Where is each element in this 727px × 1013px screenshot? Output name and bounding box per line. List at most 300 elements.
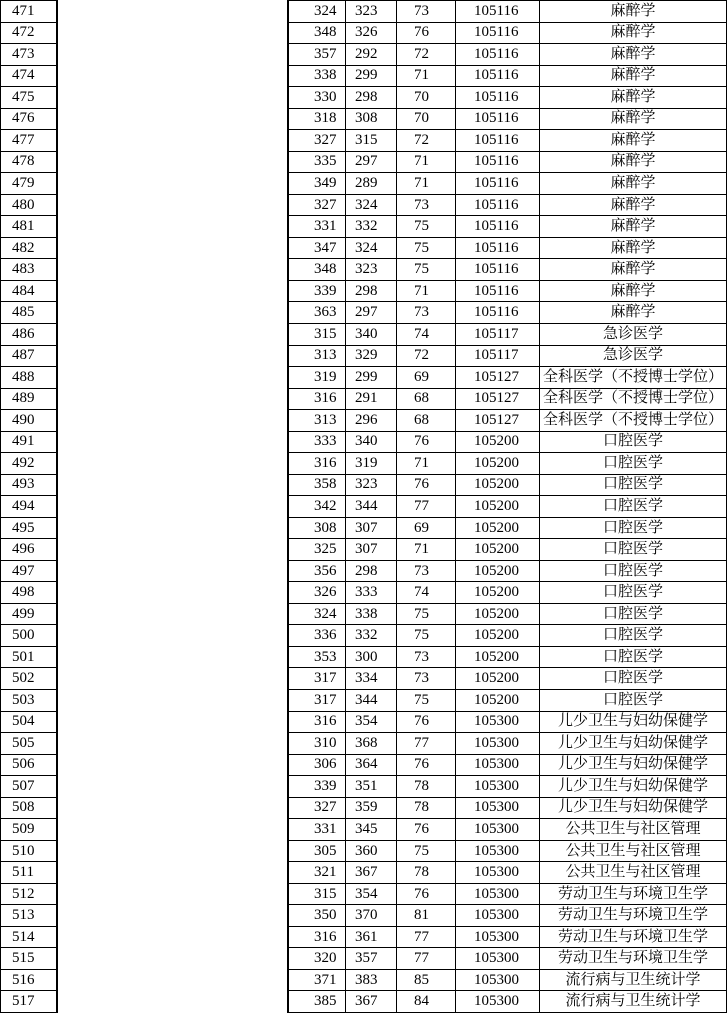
table-row [289, 432, 727, 454]
table-row [289, 539, 727, 561]
code-cell: 105116 [456, 87, 540, 108]
table-row [289, 367, 727, 389]
code-cell: 105116 [456, 130, 540, 151]
score-cell-first: 321 [289, 862, 346, 883]
row-number-cell: 515 [12, 950, 35, 967]
major-cell: 口腔医学 [540, 604, 727, 625]
major-cell: 口腔医学 [540, 647, 727, 668]
table-row [289, 948, 727, 970]
score-cell-first: 324 [289, 1, 346, 22]
score-cell-second: 367 [346, 991, 397, 1012]
major-cell: 麻醉学 [540, 259, 727, 280]
score-cell-third: 72 [397, 130, 456, 151]
row-number-cell: 489 [12, 390, 35, 407]
score-cell-second: 323 [346, 475, 397, 496]
table-row [289, 238, 727, 260]
row-number-row [1, 432, 56, 454]
score-cell-first: 327 [289, 195, 346, 216]
score-cell-first: 356 [289, 561, 346, 582]
code-cell: 105200 [456, 625, 540, 646]
row-number-cell: 480 [12, 196, 35, 213]
row-number-row [1, 733, 56, 755]
score-cell-third: 72 [397, 346, 456, 367]
score-cell-first: 305 [289, 841, 346, 862]
major-cell: 麻醉学 [540, 281, 727, 302]
code-cell: 105200 [456, 582, 540, 603]
score-cell-second: 340 [346, 324, 397, 345]
row-number-row [1, 518, 56, 540]
table-row [289, 841, 727, 863]
score-cell-first: 339 [289, 776, 346, 797]
score-cell-first: 317 [289, 668, 346, 689]
score-cell-second: 332 [346, 625, 397, 646]
score-cell-third: 77 [397, 948, 456, 969]
row-number-row [1, 281, 56, 303]
code-cell: 105116 [456, 109, 540, 130]
row-number-cell: 494 [12, 497, 35, 514]
major-cell: 儿少卫生与妇幼保健学 [540, 733, 727, 754]
score-cell-third: 69 [397, 367, 456, 388]
table-row [289, 604, 727, 626]
row-number-row [1, 410, 56, 432]
score-cell-first: 325 [289, 539, 346, 560]
row-number-cell: 509 [12, 820, 35, 837]
major-cell: 口腔医学 [540, 561, 727, 582]
score-cell-second: 340 [346, 432, 397, 453]
score-cell-second: 315 [346, 130, 397, 151]
row-number-cell: 516 [12, 971, 35, 988]
row-number-cell: 498 [12, 584, 35, 601]
score-cell-second: 297 [346, 302, 397, 323]
table-row [289, 281, 727, 303]
row-number-cell: 475 [12, 88, 35, 105]
major-cell: 麻醉学 [540, 195, 727, 216]
score-cell-third: 81 [397, 905, 456, 926]
score-cell-first: 315 [289, 884, 346, 905]
code-cell: 105300 [456, 927, 540, 948]
row-number-cell: 479 [12, 175, 35, 192]
table-row [289, 453, 727, 475]
row-number-row [1, 905, 56, 927]
code-cell: 105200 [456, 561, 540, 582]
table-row [289, 1, 727, 23]
score-cell-first: 318 [289, 109, 346, 130]
score-cell-second: 299 [346, 66, 397, 87]
score-cell-third: 70 [397, 109, 456, 130]
row-number-row [1, 625, 56, 647]
major-cell: 麻醉学 [540, 1, 727, 22]
major-cell: 口腔医学 [540, 496, 727, 517]
score-cell-first: 320 [289, 948, 346, 969]
major-cell: 麻醉学 [540, 152, 727, 173]
row-number-row [1, 647, 56, 669]
major-cell: 公共卫生与社区管理 [540, 841, 727, 862]
score-cell-first: 347 [289, 238, 346, 259]
code-cell: 105116 [456, 238, 540, 259]
major-cell: 儿少卫生与妇幼保健学 [540, 798, 727, 819]
score-cell-third: 71 [397, 152, 456, 173]
row-number-row [1, 561, 56, 583]
score-cell-third: 75 [397, 238, 456, 259]
score-cell-first: 353 [289, 647, 346, 668]
row-number-cell: 490 [12, 411, 35, 428]
table-row [289, 905, 727, 927]
major-cell: 劳动卫生与环境卫生学 [540, 905, 727, 926]
score-cell-first: 308 [289, 518, 346, 539]
row-number-row [1, 389, 56, 411]
table-row [289, 389, 727, 411]
score-cell-second: 359 [346, 798, 397, 819]
row-number-cell: 503 [12, 691, 35, 708]
score-cell-third: 68 [397, 410, 456, 431]
major-cell: 麻醉学 [540, 130, 727, 151]
score-cell-second: 368 [346, 733, 397, 754]
score-cell-third: 76 [397, 884, 456, 905]
major-cell: 麻醉学 [540, 109, 727, 130]
row-number-row [1, 259, 56, 281]
table-row [289, 561, 727, 583]
major-cell: 流行病与卫生统计学 [540, 970, 727, 991]
row-number-cell: 511 [12, 864, 34, 881]
major-cell: 麻醉学 [540, 216, 727, 237]
score-cell-third: 74 [397, 324, 456, 345]
score-cell-second: 323 [346, 259, 397, 280]
score-cell-third: 84 [397, 991, 456, 1012]
major-cell: 口腔医学 [540, 432, 727, 453]
score-cell-third: 71 [397, 453, 456, 474]
score-cell-third: 71 [397, 66, 456, 87]
code-cell: 105300 [456, 991, 540, 1012]
score-cell-third: 77 [397, 927, 456, 948]
row-number-row [1, 604, 56, 626]
major-cell: 麻醉学 [540, 238, 727, 259]
code-cell: 105300 [456, 884, 540, 905]
row-number-cell: 501 [12, 648, 35, 665]
score-cell-third: 78 [397, 798, 456, 819]
row-number-row [1, 884, 56, 906]
score-cell-second: 324 [346, 238, 397, 259]
score-cell-second: 297 [346, 152, 397, 173]
row-number-cell: 474 [12, 67, 35, 84]
table-row [289, 23, 727, 45]
row-number-row [1, 216, 56, 238]
score-cell-third: 76 [397, 712, 456, 733]
major-cell: 全科医学（不授博士学位） [540, 389, 727, 410]
score-cell-first: 348 [289, 23, 346, 44]
row-number-cell: 507 [12, 777, 35, 794]
code-cell: 105116 [456, 195, 540, 216]
code-cell: 105116 [456, 173, 540, 194]
major-cell: 麻醉学 [540, 302, 727, 323]
major-cell: 流行病与卫生统计学 [540, 991, 727, 1012]
score-cell-first: 336 [289, 625, 346, 646]
major-cell: 口腔医学 [540, 518, 727, 539]
major-cell: 麻醉学 [540, 173, 727, 194]
code-cell: 105117 [456, 346, 540, 367]
table-row [289, 625, 727, 647]
table-row [289, 173, 727, 195]
score-cell-third: 74 [397, 582, 456, 603]
table-row [289, 518, 727, 540]
score-cell-first: 313 [289, 346, 346, 367]
score-cell-third: 75 [397, 216, 456, 237]
score-table [287, 0, 727, 1013]
score-cell-third: 72 [397, 44, 456, 65]
table-row [289, 712, 727, 734]
score-cell-second: 360 [346, 841, 397, 862]
score-cell-third: 78 [397, 862, 456, 883]
major-cell: 劳动卫生与环境卫生学 [540, 927, 727, 948]
table-row [289, 755, 727, 777]
score-cell-second: 292 [346, 44, 397, 65]
score-cell-third: 69 [397, 518, 456, 539]
score-cell-third: 75 [397, 604, 456, 625]
score-cell-second: 354 [346, 884, 397, 905]
score-cell-first: 319 [289, 367, 346, 388]
table-row [289, 862, 727, 884]
row-number-row [1, 776, 56, 798]
row-number-cell: 488 [12, 368, 35, 385]
row-number-cell: 512 [12, 885, 35, 902]
row-number-cell: 476 [12, 110, 35, 127]
table-row [289, 970, 727, 992]
row-number-row [1, 970, 56, 992]
score-cell-second: 344 [346, 496, 397, 517]
score-cell-third: 71 [397, 173, 456, 194]
score-cell-first: 326 [289, 582, 346, 603]
major-cell: 麻醉学 [540, 44, 727, 65]
table-row [289, 302, 727, 324]
row-number-row [1, 130, 56, 152]
score-cell-second: 361 [346, 927, 397, 948]
row-number-cell: 513 [12, 907, 35, 924]
row-number-row [1, 324, 56, 346]
major-cell: 麻醉学 [540, 87, 727, 108]
code-cell: 105200 [456, 647, 540, 668]
table-row [289, 130, 727, 152]
score-cell-third: 75 [397, 259, 456, 280]
row-number-row [1, 367, 56, 389]
score-cell-first: 316 [289, 712, 346, 733]
row-number-cell: 486 [12, 325, 35, 342]
row-number-row [1, 862, 56, 884]
score-cell-third: 77 [397, 733, 456, 754]
score-cell-first: 327 [289, 798, 346, 819]
row-number-row [1, 152, 56, 174]
row-number-cell: 495 [12, 519, 35, 536]
table-row [289, 87, 727, 109]
row-number-row [1, 173, 56, 195]
score-cell-second: 345 [346, 819, 397, 840]
score-cell-first: 350 [289, 905, 346, 926]
score-cell-first: 331 [289, 216, 346, 237]
code-cell: 105117 [456, 324, 540, 345]
table-row [289, 582, 727, 604]
row-number-cell: 478 [12, 153, 35, 170]
score-cell-third: 77 [397, 496, 456, 517]
row-number-row [1, 66, 56, 88]
score-cell-third: 76 [397, 23, 456, 44]
score-cell-third: 78 [397, 776, 456, 797]
score-cell-second: 289 [346, 173, 397, 194]
row-number-row [1, 475, 56, 497]
score-cell-third: 73 [397, 1, 456, 22]
score-cell-third: 76 [397, 819, 456, 840]
row-number-cell: 505 [12, 734, 35, 751]
table-row [289, 798, 727, 820]
row-number-cell: 496 [12, 541, 35, 558]
row-number-cell: 483 [12, 261, 35, 278]
score-cell-first: 330 [289, 87, 346, 108]
row-number-cell: 481 [12, 218, 35, 235]
table-row [289, 776, 727, 798]
code-cell: 105200 [456, 604, 540, 625]
score-cell-second: 338 [346, 604, 397, 625]
score-cell-second: 299 [346, 367, 397, 388]
major-cell: 口腔医学 [540, 475, 727, 496]
row-number-cell: 499 [12, 605, 35, 622]
row-number-column [0, 0, 58, 1013]
score-cell-second: 324 [346, 195, 397, 216]
major-cell: 儿少卫生与妇幼保健学 [540, 755, 727, 776]
score-cell-second: 351 [346, 776, 397, 797]
score-cell-first: 358 [289, 475, 346, 496]
table-row [289, 66, 727, 88]
score-cell-second: 307 [346, 518, 397, 539]
code-cell: 105116 [456, 281, 540, 302]
score-cell-first: 348 [289, 259, 346, 280]
code-cell: 105200 [456, 475, 540, 496]
row-number-row [1, 87, 56, 109]
code-cell: 105116 [456, 259, 540, 280]
score-cell-third: 73 [397, 647, 456, 668]
row-number-cell: 500 [12, 627, 35, 644]
score-cell-second: 298 [346, 561, 397, 582]
score-cell-first: 316 [289, 453, 346, 474]
code-cell: 105300 [456, 970, 540, 991]
score-cell-third: 73 [397, 561, 456, 582]
major-cell: 全科医学（不授博士学位） [540, 367, 727, 388]
code-cell: 105300 [456, 862, 540, 883]
score-cell-first: 310 [289, 733, 346, 754]
row-number-row [1, 991, 56, 1013]
code-cell: 105116 [456, 302, 540, 323]
row-number-row [1, 582, 56, 604]
code-cell: 105116 [456, 44, 540, 65]
score-cell-second: 344 [346, 690, 397, 711]
row-number-row [1, 927, 56, 949]
score-cell-third: 71 [397, 539, 456, 560]
table-row [289, 152, 727, 174]
score-cell-second: 364 [346, 755, 397, 776]
code-cell: 105127 [456, 367, 540, 388]
table-row [289, 195, 727, 217]
score-cell-third: 75 [397, 625, 456, 646]
row-number-cell: 502 [12, 670, 35, 687]
table-row [289, 410, 727, 432]
row-number-cell: 514 [12, 928, 35, 945]
score-cell-second: 296 [346, 410, 397, 431]
table-row [289, 324, 727, 346]
major-cell: 口腔医学 [540, 582, 727, 603]
score-cell-first: 327 [289, 130, 346, 151]
row-number-cell: 473 [12, 45, 35, 62]
table-row [289, 668, 727, 690]
score-cell-second: 357 [346, 948, 397, 969]
row-number-cell: 517 [12, 993, 35, 1010]
row-number-row [1, 23, 56, 45]
row-number-cell: 506 [12, 756, 35, 773]
code-cell: 105300 [456, 712, 540, 733]
row-number-row [1, 238, 56, 260]
score-cell-third: 76 [397, 475, 456, 496]
code-cell: 105127 [456, 389, 540, 410]
score-cell-first: 339 [289, 281, 346, 302]
major-cell: 急诊医学 [540, 346, 727, 367]
score-cell-first: 349 [289, 173, 346, 194]
code-cell: 105200 [456, 432, 540, 453]
score-cell-second: 354 [346, 712, 397, 733]
row-number-cell: 504 [12, 713, 35, 730]
score-cell-first: 317 [289, 690, 346, 711]
score-cell-first: 316 [289, 389, 346, 410]
row-number-row [1, 668, 56, 690]
table-row [289, 733, 727, 755]
major-cell: 口腔医学 [540, 453, 727, 474]
score-cell-third: 76 [397, 755, 456, 776]
row-number-cell: 484 [12, 282, 35, 299]
code-cell: 105200 [456, 539, 540, 560]
score-cell-third: 85 [397, 970, 456, 991]
code-cell: 105127 [456, 410, 540, 431]
code-cell: 105300 [456, 841, 540, 862]
score-cell-first: 313 [289, 410, 346, 431]
row-number-cell: 485 [12, 304, 35, 321]
score-cell-third: 71 [397, 281, 456, 302]
row-number-cell: 487 [12, 347, 35, 364]
score-cell-second: 383 [346, 970, 397, 991]
code-cell: 105300 [456, 733, 540, 754]
row-number-row [1, 690, 56, 712]
row-number-cell: 482 [12, 239, 35, 256]
row-number-row [1, 453, 56, 475]
major-cell: 儿少卫生与妇幼保健学 [540, 776, 727, 797]
score-cell-first: 335 [289, 152, 346, 173]
code-cell: 105300 [456, 819, 540, 840]
code-cell: 105116 [456, 23, 540, 44]
score-cell-second: 333 [346, 582, 397, 603]
score-cell-second: 298 [346, 281, 397, 302]
score-cell-second: 326 [346, 23, 397, 44]
row-number-cell: 471 [12, 2, 35, 19]
score-cell-second: 308 [346, 109, 397, 130]
row-number-row [1, 346, 56, 368]
table-row [289, 819, 727, 841]
score-cell-second: 319 [346, 453, 397, 474]
row-number-cell: 508 [12, 799, 35, 816]
major-cell: 全科医学（不授博士学位） [540, 410, 727, 431]
score-cell-second: 367 [346, 862, 397, 883]
code-cell: 105200 [456, 668, 540, 689]
score-cell-first: 331 [289, 819, 346, 840]
score-cell-third: 75 [397, 690, 456, 711]
score-cell-first: 324 [289, 604, 346, 625]
row-number-cell: 477 [12, 131, 35, 148]
code-cell: 105116 [456, 66, 540, 87]
row-number-row [1, 302, 56, 324]
table-row [289, 475, 727, 497]
score-cell-second: 370 [346, 905, 397, 926]
